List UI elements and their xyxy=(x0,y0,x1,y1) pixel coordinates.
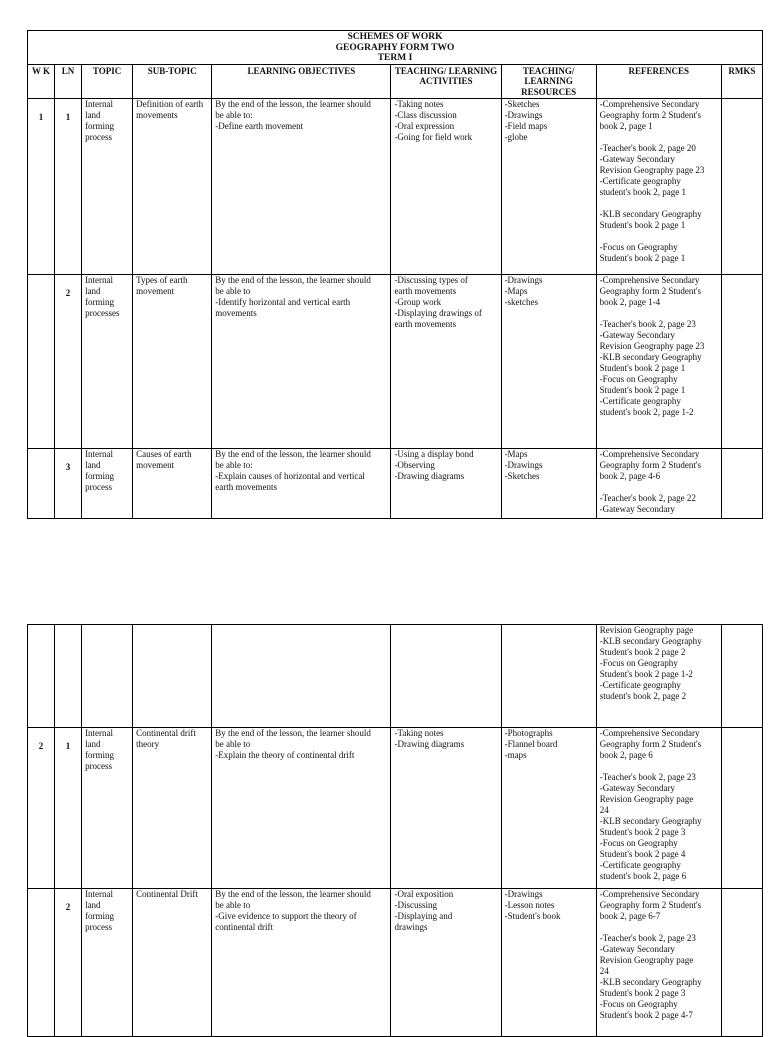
references-cell-line: student's book 2, page 1-2 xyxy=(599,407,694,417)
topic-cell: Internal land forming process xyxy=(82,449,133,519)
resources-cell-line: -Sketches xyxy=(504,471,540,481)
objectives-cell-line: By the end of the lesson, the learner should xyxy=(215,449,371,459)
header-topic: TOPIC xyxy=(82,64,133,99)
references-cell-line: Geography form 2 Student's xyxy=(599,460,702,470)
objectives-cell-line: earth movements xyxy=(215,482,277,492)
subtopic-cell: Types of earth movement xyxy=(133,275,212,449)
references-cell-line: -Teacher's book 2, page 23 xyxy=(599,319,696,329)
activities-cell-line: earth movements xyxy=(394,319,457,329)
topic-cell: Internal land forming processes xyxy=(82,275,133,449)
activities-cell-line: -Discussing types of xyxy=(394,275,468,285)
objectives-cell-line: By the end of the lesson, the learner should xyxy=(215,728,371,738)
references-cell-line: -Teacher's book 2, page 20 xyxy=(599,143,696,153)
references-cell-line: -Certificate geography xyxy=(599,860,681,870)
references-cell-line: -KLB secondary Geography xyxy=(599,977,702,987)
objectives-cell xyxy=(212,889,391,1037)
lesson-cell: 3 xyxy=(55,449,82,519)
title-line: GEOGRAPHY FORM TWO xyxy=(335,42,455,53)
references-cell-line xyxy=(600,231,718,242)
references-cell-line: -Gateway Secondary xyxy=(599,154,675,164)
references-cell xyxy=(596,99,721,275)
subtopic-cell xyxy=(133,625,212,728)
header-subtopic: SUB-TOPIC xyxy=(133,64,212,99)
title-line: TERM I xyxy=(377,53,413,63)
resources-cell-line: -Sketches xyxy=(504,99,540,109)
week-cell xyxy=(28,625,55,728)
resources-cell-line: -Lesson notes xyxy=(504,900,555,910)
objectives-cell-line: By the end of the lesson, the learner should xyxy=(215,99,371,109)
topic-cell: Internal land forming process xyxy=(82,728,133,889)
resources-cell-line: -globe xyxy=(504,132,528,142)
resources-cell xyxy=(501,728,596,889)
objectives-cell-line: be able to xyxy=(215,739,251,749)
objectives-cell xyxy=(212,625,391,728)
activities-cell xyxy=(391,625,501,728)
references-cell-line: book 2, page 6-7 xyxy=(599,911,661,921)
resources-cell-line: -Drawings xyxy=(504,889,543,899)
references-cell-line: -Teacher's book 2, page 23 xyxy=(599,933,696,943)
references-cell-line: -KLB secondary Geography xyxy=(599,352,702,362)
references-cell-line xyxy=(600,761,718,772)
objectives-cell xyxy=(212,99,391,275)
activities-cell xyxy=(391,449,501,519)
references-cell-line: Student's book 2 page 1 xyxy=(599,253,686,263)
references-cell-line: -Gateway Secondary xyxy=(599,330,675,340)
scheme-table xyxy=(27,30,763,519)
references-cell-line: Geography form 2 Student's xyxy=(599,739,702,749)
header-resources: TEACHING/ LEARNING RESOURCES xyxy=(501,64,596,99)
references-cell-line: -Comprehensive Secondary xyxy=(599,449,700,459)
resources-cell-line: -Field maps xyxy=(504,121,548,131)
activities-cell-line: -Drawing diagrams xyxy=(394,471,465,481)
objectives-cell-line: By the end of the lesson, the learner should xyxy=(215,889,371,899)
week-cell: 2 xyxy=(28,728,55,889)
activities-cell-line: earth movements xyxy=(394,286,457,296)
subtopic-cell: Causes of earth movement xyxy=(133,449,212,519)
activities-cell xyxy=(391,728,501,889)
objectives-cell-line: be able to xyxy=(215,900,251,910)
resources-cell-line: -Drawings xyxy=(504,460,543,470)
objectives-cell-line: be able to: xyxy=(215,110,253,120)
table-row xyxy=(28,625,763,728)
objectives-cell-line: -Explain the theory of continental drift xyxy=(215,750,355,760)
references-cell-line: -Focus on Geography xyxy=(599,999,678,1009)
references-cell-line: Student's book 2 page 3 xyxy=(599,827,686,837)
document-title xyxy=(28,31,763,65)
references-cell-line: book 2, page 4-6 xyxy=(599,471,661,481)
references-cell-line: student's book 2, page 2 xyxy=(599,691,687,701)
resources-cell-line: -Drawings xyxy=(504,275,543,285)
header-activities: TEACHING/ LEARNING ACTIVITIES xyxy=(391,64,501,99)
references-cell-line xyxy=(600,132,718,143)
references-cell-line: Student's book 2 page 1-2 xyxy=(599,669,693,679)
references-cell-line: -Focus on Geography xyxy=(599,658,678,668)
references-cell-line: -Gateway Secondary xyxy=(599,944,675,954)
activities-cell-line: -Group work xyxy=(394,297,442,307)
references-cell-line: -Certificate geography xyxy=(599,396,681,406)
scheme-table-page-1 xyxy=(27,30,763,519)
objectives-cell xyxy=(212,275,391,449)
lesson-cell xyxy=(55,625,82,728)
objectives-cell-line: continental drift xyxy=(215,922,273,932)
references-cell-line: Revision Geography page 23 xyxy=(599,165,705,175)
header-remarks: RMKS xyxy=(721,64,762,99)
references-cell-line: -Certificate geography xyxy=(599,680,681,690)
objectives-cell-line: movements xyxy=(215,308,257,318)
references-cell-line: Student's book 2 page 3 xyxy=(599,988,686,998)
objectives-cell-line: -Explain causes of horizontal and vertical xyxy=(215,471,365,481)
topic-cell xyxy=(82,625,133,728)
activities-cell xyxy=(391,889,501,1037)
remarks-cell xyxy=(721,275,762,449)
references-cell-line: -KLB secondary Geography xyxy=(599,816,702,826)
week-cell: 1 xyxy=(28,99,55,275)
activities-cell-line: -Discussing xyxy=(394,900,437,910)
objectives-cell xyxy=(212,449,391,519)
references-cell-line: Geography form 2 Student's xyxy=(599,110,702,120)
week-cell xyxy=(28,449,55,519)
scheme-table-page-2 xyxy=(27,624,763,1037)
references-cell-line: book 2, page 1-4 xyxy=(599,297,661,307)
resources-cell-line: -sketches xyxy=(504,297,539,307)
references-cell-line: 24 xyxy=(599,966,609,976)
references-cell-line: -Gateway Secondary xyxy=(599,504,675,514)
week-cell xyxy=(28,889,55,1037)
objectives-cell-line: -Define earth movement xyxy=(215,121,304,131)
resources-cell-line: -maps xyxy=(504,750,527,760)
references-cell-line: -Focus on Geography xyxy=(599,374,678,384)
activities-cell-line: -Displaying drawings of xyxy=(394,308,482,318)
references-cell-line xyxy=(600,482,718,493)
objectives-cell-line: -Identify horizontal and vertical earth xyxy=(215,297,351,307)
activities-cell xyxy=(391,275,501,449)
references-cell-line: -Focus on Geography xyxy=(599,242,678,252)
header-objectives: LEARNING OBJECTIVES xyxy=(212,64,391,99)
references-cell-line: -Comprehensive Secondary xyxy=(599,275,700,285)
header-references: REFERENCES xyxy=(596,64,721,99)
references-cell-line: Student's book 2 page 1 xyxy=(599,363,686,373)
lesson-cell: 2 xyxy=(55,275,82,449)
references-cell-line: -KLB secondary Geography xyxy=(599,209,702,219)
activities-cell-line: -Class discussion xyxy=(394,110,457,120)
table-row xyxy=(28,728,763,889)
references-cell xyxy=(596,728,721,889)
objectives-cell-line: By the end of the lesson, the learner should xyxy=(215,275,371,285)
activities-cell-line: -Using a display bond xyxy=(394,449,474,459)
activities-cell-line: -Drawing diagrams xyxy=(394,739,465,749)
references-cell-line xyxy=(600,198,718,209)
objectives-cell xyxy=(212,728,391,889)
activities-cell-line: -Taking notes xyxy=(394,728,444,738)
subtopic-cell: Continental drift theory xyxy=(133,728,212,889)
references-cell-line: book 2, page 1 xyxy=(599,121,653,131)
subtopic-cell: Definition of earth movements xyxy=(133,99,212,275)
resources-cell xyxy=(501,99,596,275)
references-cell-line: book 2, page 6 xyxy=(599,750,653,760)
references-cell xyxy=(596,625,721,728)
references-cell-line: Student's book 2 page 4-7 xyxy=(599,1010,693,1020)
references-cell-line: Revision Geography page 23 xyxy=(599,341,705,351)
subtopic-cell: Continental Drift xyxy=(133,889,212,1037)
remarks-cell xyxy=(721,625,762,728)
references-cell-line: -Comprehensive Secondary xyxy=(599,889,700,899)
activities-cell xyxy=(391,99,501,275)
remarks-cell xyxy=(721,449,762,519)
table-row xyxy=(28,449,763,519)
activities-cell-line: drawings xyxy=(394,922,428,932)
references-cell-line: Student's book 2 page 1 xyxy=(599,385,686,395)
table-row xyxy=(28,99,763,275)
references-cell-line: student's book 2, page 1 xyxy=(599,187,687,197)
references-cell-line xyxy=(600,308,718,319)
resources-cell xyxy=(501,625,596,728)
references-cell xyxy=(596,275,721,449)
references-cell-line: Revision Geography page xyxy=(599,625,694,635)
table-row xyxy=(28,889,763,1037)
resources-cell-line: -Drawings xyxy=(504,110,543,120)
lesson-cell: 1 xyxy=(55,728,82,889)
references-cell-line: Student's book 2 page 2 xyxy=(599,647,686,657)
resources-cell xyxy=(501,449,596,519)
resources-cell-line: -Maps xyxy=(504,449,528,459)
resources-cell-line: -Photographs xyxy=(504,728,553,738)
resources-cell-line: -Flannel board xyxy=(504,739,558,749)
references-cell-line: -Teacher's book 2, page 23 xyxy=(599,772,696,782)
table-header-row xyxy=(28,64,763,99)
references-cell-line: Student's book 2 page 1 xyxy=(599,220,686,230)
header-wk: W K xyxy=(28,64,55,99)
title-line: SCHEMES OF WORK xyxy=(347,32,443,42)
references-cell-line: Geography form 2 Student's xyxy=(599,286,702,296)
references-cell-line: student's book 2, page 6 xyxy=(599,871,687,881)
topic-cell: Internal land forming process xyxy=(82,99,133,275)
resources-cell-line: -Maps xyxy=(504,286,528,296)
remarks-cell xyxy=(721,728,762,889)
topic-cell: Internal land forming process xyxy=(82,889,133,1037)
references-cell-line: 24 xyxy=(599,805,609,815)
references-cell xyxy=(596,889,721,1037)
activities-cell-line: -Oral exposition xyxy=(394,889,454,899)
references-cell-line: Revision Geography page xyxy=(599,955,694,965)
references-cell-line: -Certificate geography xyxy=(599,176,681,186)
objectives-cell-line: be able to: xyxy=(215,460,253,470)
references-cell-line: Geography form 2 Student's xyxy=(599,900,702,910)
references-cell-line: Revision Geography page xyxy=(599,794,694,804)
remarks-cell xyxy=(721,889,762,1037)
header-ln: LN xyxy=(55,64,82,99)
resources-cell xyxy=(501,889,596,1037)
scheme-table-continued xyxy=(27,624,763,1037)
week-cell xyxy=(28,275,55,449)
objectives-cell-line: be able to xyxy=(215,286,251,296)
remarks-cell xyxy=(721,99,762,275)
references-cell-line: -Comprehensive Secondary xyxy=(599,99,700,109)
activities-cell-line: -Displaying and xyxy=(394,911,453,921)
activities-cell-line: -Oral expression xyxy=(394,121,455,131)
lesson-cell: 1 xyxy=(55,99,82,275)
references-cell-line: -Gateway Secondary xyxy=(599,783,675,793)
resources-cell xyxy=(501,275,596,449)
references-cell-line: -Teacher's book 2, page 22 xyxy=(599,493,696,503)
table-row xyxy=(28,275,763,449)
references-cell-line: -KLB secondary Geography xyxy=(599,636,702,646)
resources-cell-line: -Student's book xyxy=(504,911,561,921)
activities-cell-line: -Taking notes xyxy=(394,99,444,109)
references-cell-line xyxy=(600,922,718,933)
activities-cell-line: -Going for field work xyxy=(394,132,473,142)
activities-cell-line: -Observing xyxy=(394,460,435,470)
references-cell-line: Student's book 2 page 4 xyxy=(599,849,686,859)
objectives-cell-line: -Give evidence to support the theory of xyxy=(215,911,357,921)
references-cell-line: -Focus on Geography xyxy=(599,838,678,848)
references-cell-line: -Comprehensive Secondary xyxy=(599,728,700,738)
references-cell xyxy=(596,449,721,519)
lesson-cell: 2 xyxy=(55,889,82,1037)
